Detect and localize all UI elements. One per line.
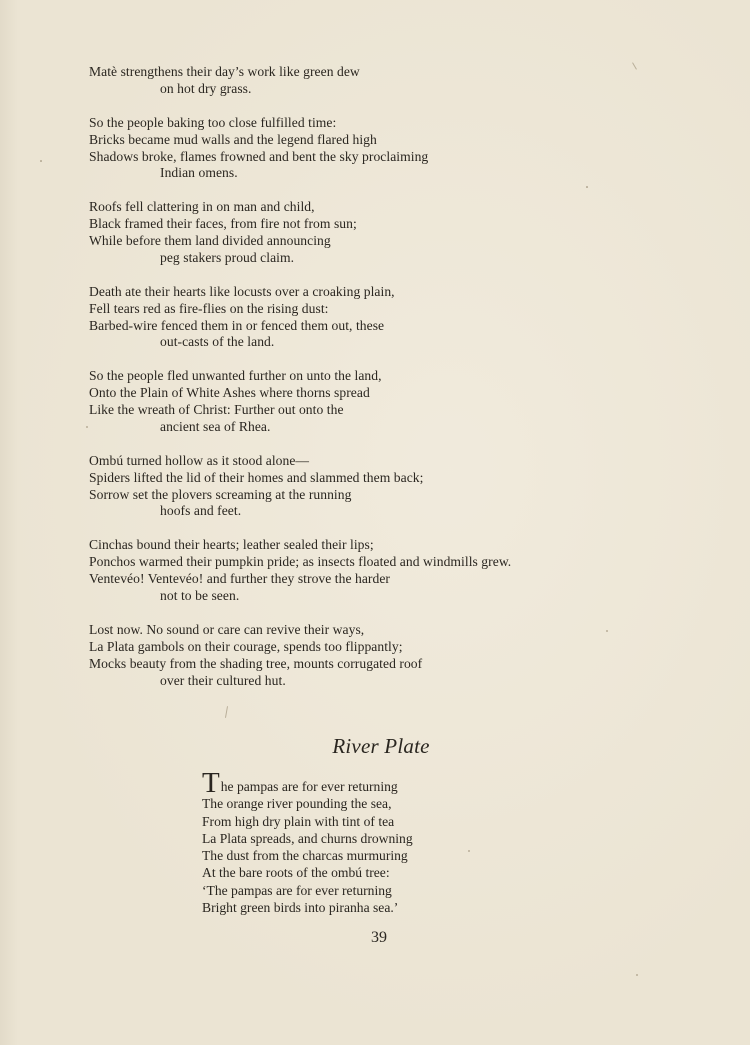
poem-line: Lost now. No sound or care can revive their ways, bbox=[89, 621, 365, 637]
poem-line: Roofs fell clattering in on man and child, bbox=[89, 199, 315, 215]
poem-line: Shadows broke, flames frowned and bent the sky proclaiming bbox=[89, 148, 429, 164]
poem-line: Indian omens. bbox=[160, 165, 238, 181]
poem-line: peg stakers proud claim. bbox=[160, 249, 295, 265]
stanza bbox=[89, 64, 689, 98]
poem-line: out-casts of the land. bbox=[160, 334, 275, 350]
poem-line: Mocks beauty from the shading tree, mounts corrugated roof bbox=[89, 655, 423, 671]
poem-title bbox=[0, 734, 750, 759]
poem-line: Spiders lifted the lid of their homes and slammed them back; bbox=[89, 469, 424, 485]
stanza bbox=[89, 115, 689, 183]
stanza bbox=[89, 537, 689, 605]
poem-line: Death ate their hearts like locusts over a croaking plain, bbox=[89, 283, 395, 299]
paper-speck bbox=[636, 974, 638, 976]
poem-line: Ventevéo! Ventevéo! and further they strove the harder bbox=[89, 571, 391, 587]
paper-speck bbox=[40, 160, 42, 162]
paper-speck bbox=[225, 706, 228, 718]
poem-line: Ponchos warmed their pumpkin pride; as insects floated and windmills grew. bbox=[89, 554, 512, 570]
poem-line: Barbed-wire fenced them in or fenced them out, these bbox=[89, 317, 385, 333]
poem-line: Bright green birds into piranha sea.’ bbox=[202, 900, 399, 916]
poem-line: hoofs and feet. bbox=[160, 503, 242, 519]
poem-line: Sorrow set the plovers screaming at the running bbox=[89, 486, 352, 502]
poem-line: La Plata spreads, and churns drowning bbox=[202, 830, 413, 846]
stanza bbox=[89, 622, 689, 690]
page-number: 39 bbox=[371, 929, 387, 946]
drop-cap: T bbox=[202, 767, 220, 799]
poem-line: Like the wreath of Christ: Further out onto the bbox=[89, 402, 344, 418]
poem-line: Bricks became mud walls and the legend flared high bbox=[89, 131, 377, 147]
paper-speck bbox=[86, 426, 88, 428]
poem-line: Black framed their faces, from fire not from sun; bbox=[89, 216, 357, 232]
poem-title-text: River Plate bbox=[332, 734, 430, 758]
poem-line: Ombú turned hollow as it stood alone— bbox=[89, 452, 310, 468]
paper-speck bbox=[468, 850, 470, 852]
poem-line: Cinchas bound their hearts; leather sealed their lips; bbox=[89, 537, 374, 553]
poem-body bbox=[89, 64, 689, 706]
poem-line bbox=[202, 767, 413, 799]
poem-line: Fell tears red as fire-flies on the rising dust: bbox=[89, 300, 329, 316]
poem-line: ‘The pampas are for ever returning bbox=[202, 882, 392, 898]
poem-line: La Plata gambols on their courage, spends too flippantly; bbox=[89, 638, 403, 654]
first-line-text: he pampas are for ever returning bbox=[220, 779, 398, 794]
poem-line: Matè strengthens their day’s work like green dew bbox=[89, 64, 360, 79]
poem-line: not to be seen. bbox=[160, 588, 240, 603]
poem-line: At the bare roots of the ombú tree: bbox=[202, 865, 390, 881]
poem-line: While before them land divided announcing bbox=[89, 233, 331, 249]
poem-line: The dust from the charcas murmuring bbox=[202, 848, 408, 864]
poem-line: So the people fled unwanted further on unto the land, bbox=[89, 368, 382, 384]
poem-line: So the people baking too close fulfilled time: bbox=[89, 114, 337, 130]
stanza bbox=[89, 368, 689, 436]
poem-line: over their cultured hut. bbox=[160, 672, 286, 688]
poem-line: on hot dry grass. bbox=[160, 80, 252, 96]
stanza bbox=[89, 453, 689, 521]
poem-line: From high dry plain with tint of tea bbox=[202, 813, 395, 829]
paper-speck bbox=[586, 186, 588, 188]
stanza bbox=[89, 199, 689, 267]
poem-line: ancient sea of Rhea. bbox=[160, 418, 271, 434]
poem-line: The orange river pounding the sea, bbox=[202, 796, 392, 812]
stanza bbox=[89, 284, 689, 352]
river-plate-poem bbox=[202, 767, 413, 916]
paper-speck bbox=[606, 630, 608, 632]
poem-line: Onto the Plain of White Ashes where thorns spread bbox=[89, 385, 370, 401]
